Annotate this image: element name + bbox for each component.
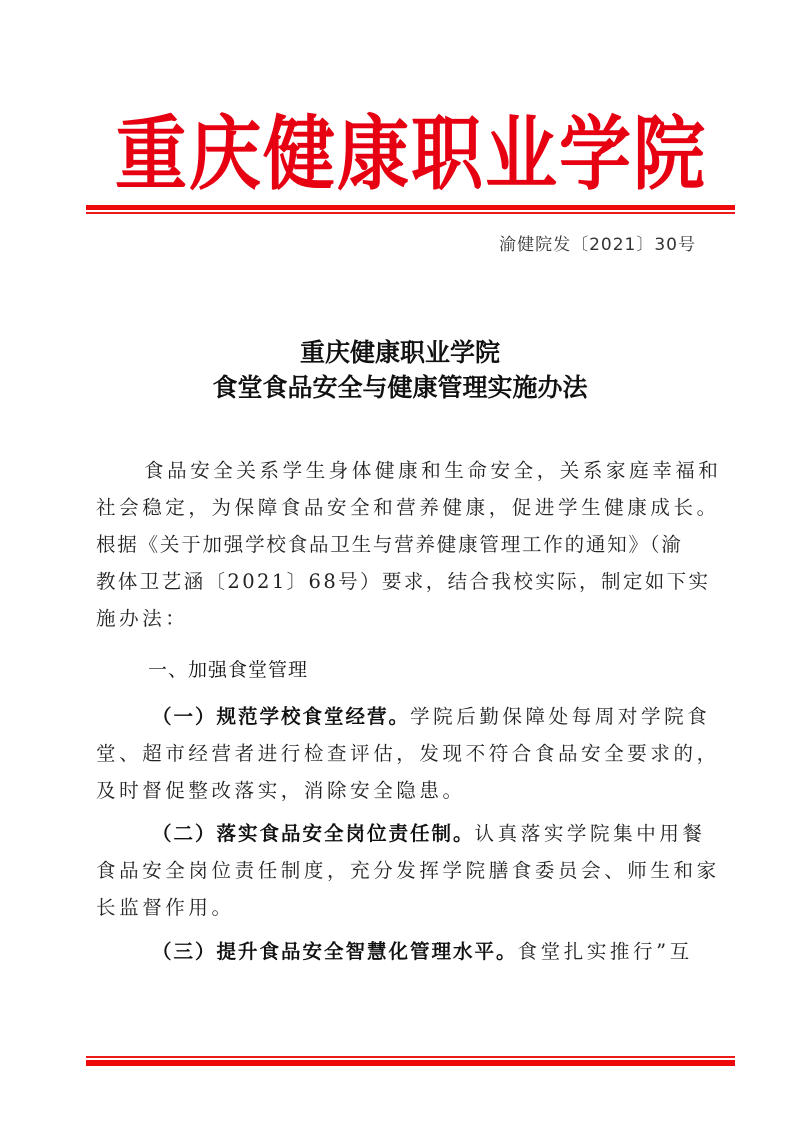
item-2-text: 认真落实学院集中用餐 <box>474 822 706 845</box>
footer-rule-thin <box>86 1056 735 1058</box>
document-number: 渝健院发〔2021〕30号 <box>499 235 696 255</box>
section-heading: 一、加强食堂管理 <box>148 659 309 681</box>
intro-line: 根据《关于加强学校食品卫生与营养健康管理工作的通知》（渝 <box>96 533 683 556</box>
item-3-text: 食堂扎实推行”互 <box>517 940 693 963</box>
item-2-first-line <box>96 818 758 846</box>
item-3-label: （三）提升食品安全智慧化管理水平。 <box>152 940 518 963</box>
intro-line: 教体卫艺涵〔2021〕68号）要求，结合我校实际，制定如下实 <box>96 570 711 593</box>
footer-rule-thick <box>86 1060 735 1066</box>
item-2-label: （二）落实食品安全岗位责任制。 <box>152 822 475 845</box>
intro-line: 食品安全关系学生身体健康和生命安全，关系家庭幸福和 <box>144 459 722 482</box>
item-1-line: 堂、超市经营者进行检查评估，发现不符合食品安全要求的， <box>96 742 720 765</box>
document-title-line2: 食堂食品安全与健康管理实施办法 <box>212 373 588 402</box>
item-1-line: 及时督促整改落实，消除安全隐患。 <box>96 779 466 802</box>
item-1-label: （一）规范学校食堂经营。 <box>152 705 411 728</box>
intro-line: 社会稳定，为保障食品安全和营养健康，促进学生健康成长。 <box>96 496 720 519</box>
intro-line: 施办法： <box>96 607 189 630</box>
document-title-line1: 重庆健康职业学院 <box>299 338 500 367</box>
header-rule-thick <box>86 205 735 210</box>
institution-masthead: 重庆健康职业学院 <box>114 105 707 202</box>
item-1-text: 学院后勤保障处每周对学院食 <box>410 705 711 728</box>
header-rule-thin <box>86 212 735 214</box>
item-2-line: 食品安全岗位责任制度，充分发挥学院膳食委员会、师生和家 <box>96 859 720 882</box>
item-2-line: 长监督作用。 <box>96 896 235 919</box>
item-1-first-line <box>96 701 758 729</box>
item-3-first-line <box>96 936 758 964</box>
